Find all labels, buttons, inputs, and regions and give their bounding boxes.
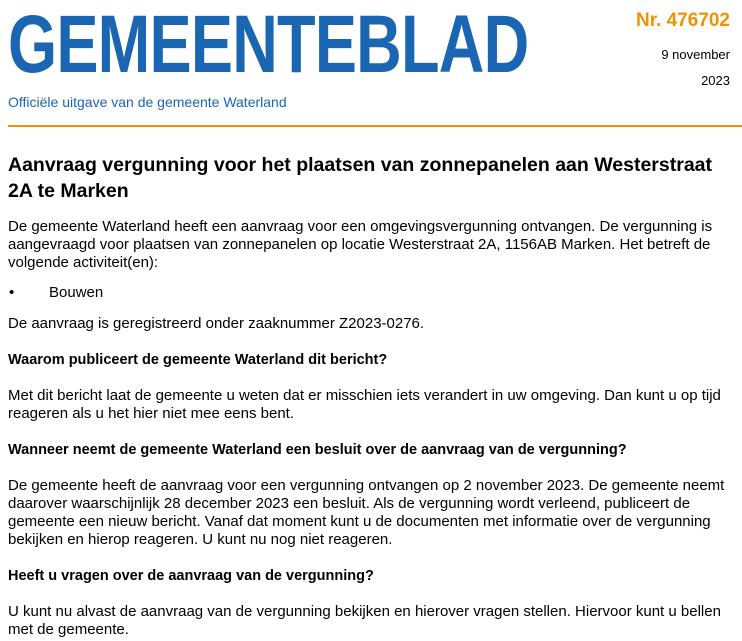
issue-number: Nr. 476702 [635,10,730,31]
section-heading-why: Waarom publiceert de gemeente Waterland dit bericht? [8,352,388,368]
masthead-title: GEMEENTEBLAD [8,0,529,90]
section-text-why: Met dit bericht laat de gemeente u weten dat er misschien iets verandert in uw omgeving. Dan kunt u op tijd reageren als u het hier niet mee eens bent. [8,387,721,422]
article-body [8,152,734,639]
issue-date-day-month: 9 november [661,47,730,62]
article-title: Aanvraag vergunning voor het plaatsen van zonnepanelen aan Westerstraat 2A te Marken [8,154,712,202]
issue-date [661,42,730,94]
activity-label: Bouwen [49,284,104,301]
activity-list-item [8,284,734,302]
section-text-questions: U kunt nu alvast de aanvraag van de vergunning bekijken en hierover vragen stellen. Hiervoor kunt u bellen met de gemeente. [8,603,721,638]
section-heading-when: Wanneer neemt de gemeente Waterland een besluit over de aanvraag van de vergunning? [8,442,627,458]
section-heading-questions: Heeft u vragen over de aanvraag van de vergunning? [8,568,374,584]
issue-date-year: 2023 [701,73,730,88]
masthead-subtitle: Officiële uitgave van de gemeente Waterland [8,94,287,110]
bullet-icon: • [9,284,15,301]
header-divider [8,125,742,127]
case-number-paragraph: De aanvraag is geregistreerd onder zaaknummer Z2023-0276. [8,315,425,332]
intro-paragraph: De gemeente Waterland heeft een aanvraag voor een omgevingsvergunning ontvangen. De vergunning is aangevraagd voor plaatsen van zonnepanelen op locatie Westerstraat 2A, 1156AB Marken. Het betreft de volgende activiteit(en): [8,218,713,271]
section-text-when: De gemeente heeft de aanvraag voor een vergunning ontvangen op 2 november 2023. De gemeente neemt daarover waarschijnlijk 28 december 2023 een besluit. Als de vergunning wordt verleend, publiceert de gemeente een nieuw bericht. Vanaf dat moment kunt u de documenten met informatie over de vergunning bekijken en hierop reageren. U kunt nu nog niet reageren. [8,477,725,548]
